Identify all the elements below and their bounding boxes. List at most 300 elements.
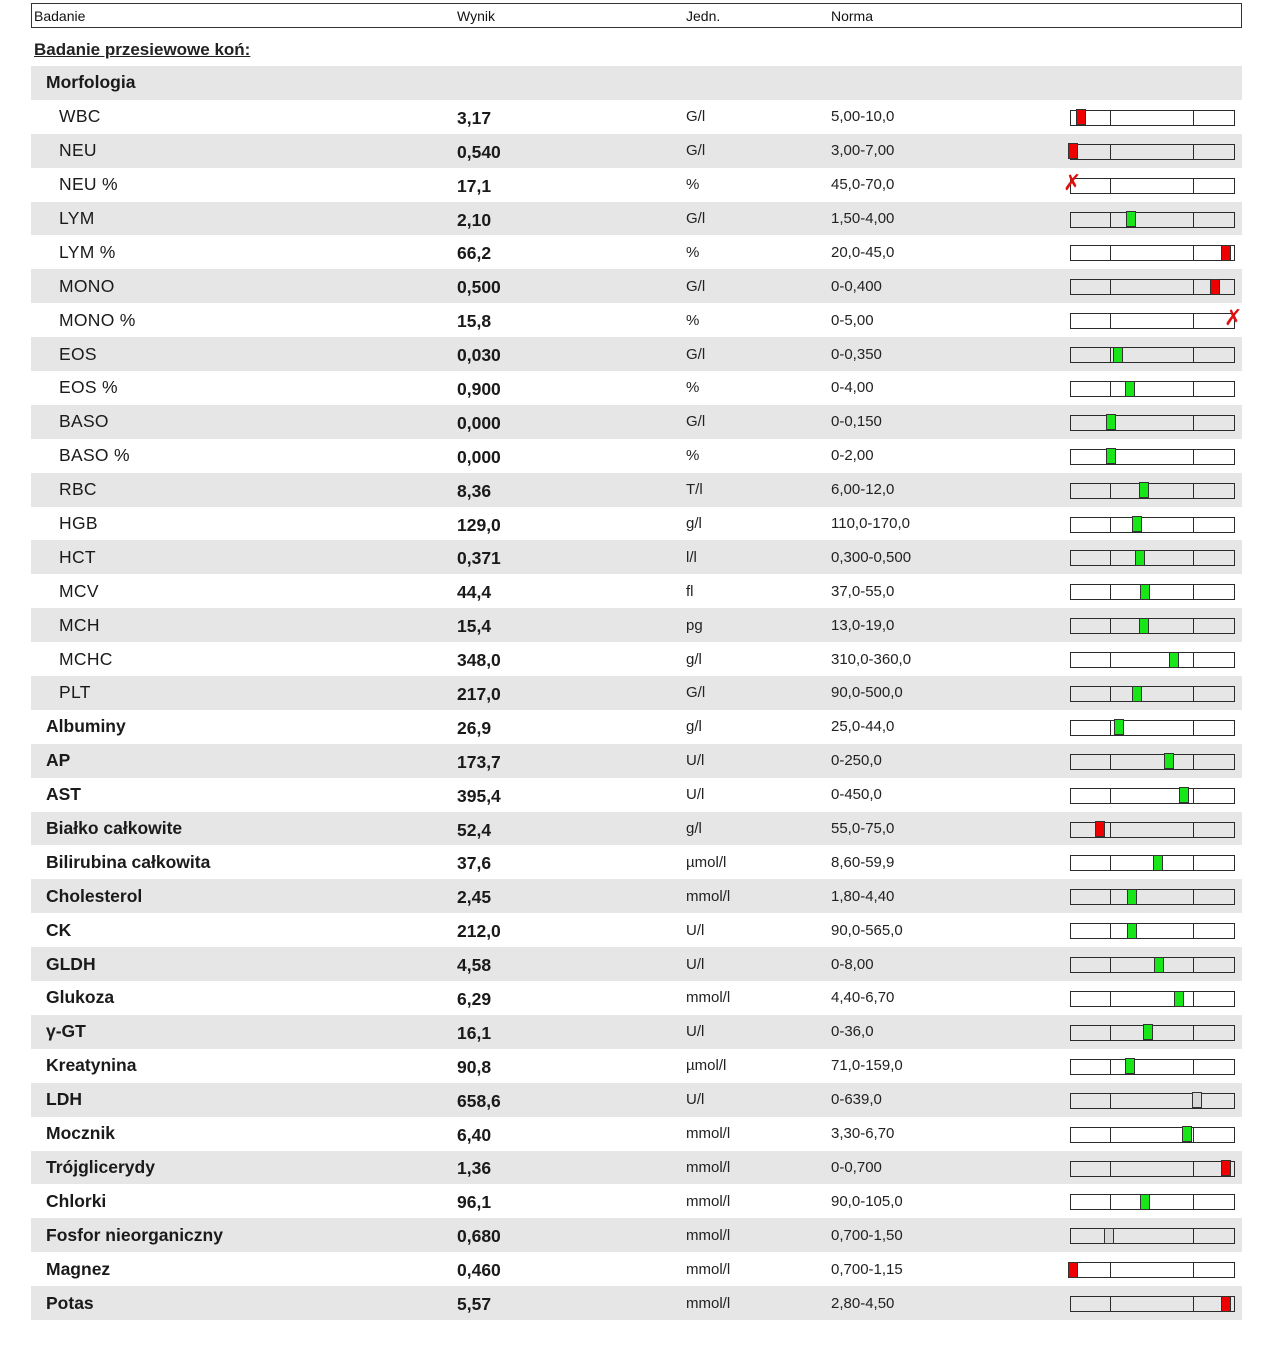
result-marker-green [1164, 753, 1174, 769]
result-marker-green [1127, 889, 1137, 905]
result-value: 16,1 [457, 1022, 492, 1043]
range-indicator-bar [1070, 1296, 1235, 1312]
range-high-tick [1193, 483, 1195, 499]
range-indicator-bar [1070, 923, 1235, 939]
norm-range: 71,0-159,0 [831, 1057, 903, 1075]
result-marker-green [1125, 1058, 1135, 1074]
range-high-tick [1193, 415, 1195, 431]
range-low-tick [1110, 652, 1112, 668]
section-title: Badanie przesiewowe koń: [34, 40, 251, 59]
result-value: 6,40 [457, 1124, 492, 1145]
test-name: MONO % [59, 309, 136, 330]
range-indicator-bar [1070, 754, 1235, 770]
unit: mmol/l [686, 1294, 731, 1312]
norm-range: 90,0-565,0 [831, 921, 903, 939]
range-indicator-bar [1070, 788, 1235, 804]
range-indicator-bar [1070, 279, 1235, 295]
result-marker-green [1125, 381, 1135, 397]
unit: µmol/l [686, 1057, 727, 1075]
result-value: 26,9 [457, 717, 492, 738]
norm-range: 0,300-0,500 [831, 548, 912, 566]
result-value: 15,8 [457, 311, 492, 332]
result-value: 0,500 [457, 277, 501, 298]
result-value: 90,8 [457, 1056, 492, 1077]
unit: g/l [686, 718, 702, 736]
range-low-tick [1110, 245, 1112, 261]
norm-range: 0-450,0 [831, 786, 882, 804]
unit: U/l [686, 752, 705, 770]
result-value: 37,6 [457, 853, 492, 874]
result-value: 1,36 [457, 1158, 492, 1179]
range-high-tick [1193, 686, 1195, 702]
range-indicator-bar [1070, 347, 1235, 363]
unit: mmol/l [686, 1192, 731, 1210]
range-indicator-bar [1070, 855, 1235, 871]
range-high-tick [1193, 212, 1195, 228]
test-name: WBC [59, 106, 101, 127]
test-name: MCH [59, 614, 100, 635]
norm-range: 110,0-170,0 [831, 515, 910, 533]
unit: T/l [686, 481, 703, 499]
norm-range: 0-0,150 [831, 413, 882, 431]
result-marker-green [1114, 719, 1124, 735]
norm-range: 6,00-12,0 [831, 481, 895, 499]
result-value: 395,4 [457, 785, 501, 806]
result-value: 0,680 [457, 1226, 501, 1247]
range-high-tick [1193, 550, 1195, 566]
range-low-tick [1110, 720, 1112, 736]
result-marker-green [1140, 1194, 1150, 1210]
test-name: Trójglicerydy [46, 1156, 155, 1177]
range-high-tick [1193, 889, 1195, 905]
range-low-tick [1110, 1127, 1112, 1143]
result-marker-green [1126, 211, 1136, 227]
table-row [31, 981, 1242, 1015]
unit: G/l [686, 210, 706, 227]
test-name: MCV [59, 580, 99, 601]
range-low-tick [1110, 483, 1112, 499]
range-indicator-bar [1070, 483, 1235, 499]
range-low-tick [1110, 822, 1112, 838]
range-indicator-bar [1070, 652, 1235, 668]
result-marker-green [1127, 923, 1137, 939]
norm-range: 13,0-19,0 [831, 616, 895, 634]
range-low-tick [1110, 754, 1112, 770]
table-row [31, 235, 1242, 269]
result-value: 0,371 [457, 548, 501, 569]
result-marker-green [1135, 550, 1145, 566]
unit: mmol/l [686, 1226, 731, 1244]
range-high-tick [1193, 313, 1195, 329]
range-high-tick [1193, 1059, 1195, 1075]
out-of-scale-low-icon: ✗ [1063, 170, 1082, 196]
result-value: 0,540 [457, 141, 501, 162]
result-value: 0,900 [457, 378, 501, 399]
test-name: Glukoza [46, 987, 115, 1008]
range-high-tick [1193, 923, 1195, 939]
range-low-tick [1110, 957, 1112, 973]
unit: mmol/l [686, 887, 731, 905]
norm-range: 0-4,00 [831, 379, 874, 397]
range-indicator-bar [1070, 957, 1235, 973]
result-marker-red [1076, 109, 1086, 125]
result-value: 44,4 [457, 582, 492, 603]
header-badanie: Badanie [34, 8, 86, 24]
result-value: 66,2 [457, 243, 492, 264]
table-row [31, 947, 1242, 981]
norm-range: 0-2,00 [831, 447, 874, 465]
table-row [31, 202, 1242, 236]
test-name: Kreatynina [46, 1055, 137, 1076]
table-row [31, 845, 1242, 879]
result-marker-green [1154, 957, 1164, 973]
result-value: 8,36 [457, 480, 492, 501]
result-value: 348,0 [457, 650, 501, 671]
unit: mmol/l [686, 1158, 731, 1176]
table-row [31, 710, 1242, 744]
norm-range: 0-8,00 [831, 955, 874, 973]
range-indicator-bar [1070, 306, 1243, 332]
test-name: Albuminy [46, 716, 126, 737]
result-value: 0,460 [457, 1260, 501, 1281]
unit: G/l [686, 142, 706, 160]
table-row [31, 1286, 1242, 1320]
range-indicator-bar [1070, 110, 1235, 126]
unit: U/l [686, 1023, 705, 1041]
unit: U/l [686, 955, 705, 973]
result-marker-green [1179, 787, 1189, 803]
result-marker-green [1106, 448, 1116, 464]
result-value: 2,10 [457, 209, 492, 230]
range-low-tick [1110, 618, 1112, 634]
norm-range: 0-0,700 [831, 1158, 882, 1176]
group-row [31, 66, 1242, 100]
norm-range: 0-0,350 [831, 345, 882, 363]
range-high-tick [1193, 652, 1195, 668]
range-indicator-bar [1070, 144, 1235, 160]
range-high-tick [1193, 720, 1195, 736]
range-high-tick [1193, 110, 1195, 126]
range-low-tick [1110, 347, 1112, 363]
range-indicator-bar [1070, 720, 1235, 736]
table-row [31, 608, 1242, 642]
unit: pg [686, 616, 703, 634]
test-name: Magnez [46, 1258, 111, 1279]
norm-range: 25,0-44,0 [831, 718, 895, 736]
result-value: 17,1 [457, 175, 492, 196]
range-indicator-bar [1070, 1228, 1235, 1244]
result-marker-green [1132, 516, 1142, 532]
range-low-tick [1110, 279, 1112, 295]
norm-range: 0-5,00 [831, 311, 874, 329]
group-name: Morfologia [46, 72, 136, 93]
result-marker-green [1139, 482, 1149, 498]
range-high-tick [1193, 279, 1195, 295]
table-row [31, 303, 1242, 337]
range-high-tick [1193, 1262, 1195, 1278]
range-low-tick [1110, 517, 1112, 533]
header-norma: Norma [831, 8, 874, 24]
range-high-tick [1193, 1296, 1195, 1312]
table-row [31, 371, 1242, 405]
range-high-tick [1193, 517, 1195, 533]
table-row [31, 1117, 1242, 1151]
range-high-tick [1193, 449, 1195, 465]
range-low-tick [1110, 889, 1112, 905]
test-name: Potas [46, 1292, 94, 1313]
range-high-tick [1193, 178, 1195, 194]
table-row [31, 812, 1242, 846]
range-indicator-bar [1070, 550, 1235, 566]
unit: µmol/l [686, 853, 727, 871]
test-name: EOS [59, 343, 97, 364]
table-row [31, 676, 1242, 710]
unit: % [686, 311, 700, 329]
result-value: 4,58 [457, 955, 492, 976]
norm-range: 5,00-10,0 [831, 108, 895, 126]
result-marker-green [1182, 1126, 1192, 1142]
range-indicator-bar [1070, 517, 1235, 533]
unit: % [686, 243, 700, 261]
table-row [31, 913, 1242, 947]
result-marker-green [1143, 1024, 1153, 1040]
range-low-tick [1110, 923, 1112, 939]
range-indicator-bar [1070, 1093, 1235, 1109]
test-name: Chlorki [46, 1190, 107, 1211]
range-high-tick [1193, 347, 1195, 363]
result-marker-grey [1192, 1092, 1202, 1108]
test-name: NEU % [59, 174, 118, 195]
range-high-tick [1193, 618, 1195, 634]
test-name: LYM % [59, 241, 116, 262]
result-value: 52,4 [457, 819, 492, 840]
result-marker-red [1210, 279, 1220, 295]
unit: mmol/l [686, 1125, 731, 1143]
range-high-tick [1193, 245, 1195, 261]
unit: g/l [686, 515, 702, 533]
result-marker-green [1106, 414, 1116, 430]
test-name: AP [46, 750, 71, 771]
test-name: HCT [59, 546, 96, 567]
test-name: EOS % [59, 377, 118, 398]
test-name: BASO % [59, 445, 130, 466]
test-name: γ-GT [46, 1021, 86, 1042]
range-indicator-bar [1070, 449, 1235, 465]
range-low-tick [1110, 178, 1112, 194]
test-name: MCHC [59, 648, 113, 669]
table-row [31, 642, 1242, 676]
result-marker-red [1068, 1262, 1078, 1278]
norm-range: 0,700-1,15 [831, 1260, 903, 1278]
table-row [31, 540, 1242, 574]
unit: G/l [686, 413, 706, 431]
norm-range: 0-36,0 [831, 1023, 874, 1041]
result-value: 6,29 [457, 988, 492, 1009]
table-row [31, 879, 1242, 913]
range-low-tick [1110, 550, 1112, 566]
table-row [31, 405, 1242, 439]
unit: U/l [686, 921, 705, 939]
test-name: LDH [46, 1089, 82, 1110]
table-row [31, 337, 1242, 371]
result-value: 658,6 [457, 1090, 501, 1111]
range-indicator-bar [1070, 1025, 1235, 1041]
test-name: PLT [59, 682, 91, 703]
unit: fl [686, 582, 694, 600]
result-value: 217,0 [457, 683, 501, 704]
out-of-scale-high-icon: ✗ [1224, 306, 1243, 332]
range-high-tick [1193, 822, 1195, 838]
table-row [31, 507, 1242, 541]
test-name: MONO [59, 275, 115, 296]
norm-range: 1,80-4,40 [831, 887, 895, 905]
test-name: CK [46, 919, 72, 940]
range-indicator-bar [1070, 1127, 1235, 1143]
norm-range: 0-639,0 [831, 1091, 882, 1109]
result-marker-green [1153, 855, 1163, 871]
range-low-tick [1110, 110, 1112, 126]
results-table [31, 66, 1242, 1320]
norm-range: 2,80-4,50 [831, 1294, 895, 1312]
norm-range: 0-250,0 [831, 752, 882, 770]
range-low-tick [1110, 1296, 1112, 1312]
norm-range: 310,0-360,0 [831, 650, 912, 668]
norm-range: 20,0-45,0 [831, 243, 895, 261]
unit: G/l [686, 108, 706, 126]
test-name: Fosfor nieorganiczny [46, 1224, 223, 1245]
range-indicator-bar [1070, 381, 1235, 397]
table-row [31, 1184, 1242, 1218]
result-value: 212,0 [457, 921, 501, 942]
range-low-tick [1110, 144, 1112, 160]
result-marker-red [1095, 821, 1105, 837]
table-row [31, 1083, 1242, 1117]
unit: g/l [686, 820, 702, 838]
result-value: 0,000 [457, 412, 501, 433]
test-name: NEU [59, 140, 97, 161]
range-indicator-bar [1063, 170, 1235, 196]
table-row [31, 168, 1242, 202]
range-high-tick [1193, 1161, 1195, 1177]
table-row [31, 1151, 1242, 1185]
unit: l/l [686, 548, 697, 566]
table-row [31, 269, 1242, 303]
range-low-tick [1110, 1093, 1112, 1109]
test-name: Bilirubina całkowita [46, 851, 211, 872]
result-value: 96,1 [457, 1192, 492, 1213]
range-high-tick [1193, 754, 1195, 770]
range-high-tick [1193, 788, 1195, 804]
unit: g/l [686, 650, 702, 668]
unit: mmol/l [686, 989, 731, 1007]
norm-range: 90,0-500,0 [831, 684, 903, 702]
range-low-tick [1110, 1262, 1112, 1278]
result-value: 173,7 [457, 751, 501, 772]
test-name: HGB [59, 513, 98, 534]
table-row [31, 1252, 1242, 1286]
result-marker-grey [1104, 1228, 1114, 1244]
range-low-tick [1110, 381, 1112, 397]
unit: % [686, 176, 700, 194]
result-value: 3,17 [457, 107, 492, 128]
result-value: 129,0 [457, 514, 501, 535]
range-indicator-bar [1070, 686, 1235, 702]
range-low-tick [1110, 313, 1112, 329]
unit: U/l [686, 786, 705, 804]
result-marker-red [1221, 1160, 1231, 1176]
result-value: 0,030 [457, 345, 501, 366]
norm-range: 3,00-7,00 [831, 142, 895, 160]
table-row [31, 439, 1242, 473]
range-indicator-bar [1070, 991, 1235, 1007]
table-row [31, 134, 1242, 168]
table-row [31, 1218, 1242, 1252]
norm-range: 0,700-1,50 [831, 1226, 903, 1244]
range-high-tick [1193, 381, 1195, 397]
table-row [31, 574, 1242, 608]
range-high-tick [1193, 144, 1195, 160]
range-indicator-bar [1070, 1059, 1235, 1075]
unit: % [686, 379, 700, 397]
range-high-tick [1193, 855, 1195, 871]
range-high-tick [1193, 1127, 1195, 1143]
result-marker-green [1132, 686, 1142, 702]
range-indicator-bar [1070, 212, 1235, 228]
result-value: 5,57 [457, 1294, 492, 1314]
table-row [31, 778, 1242, 812]
range-high-tick [1193, 957, 1195, 973]
unit: mmol/l [686, 1260, 731, 1278]
header-jedn: Jedn. [686, 8, 721, 24]
test-name: GLDH [46, 953, 96, 974]
range-low-tick [1110, 1194, 1112, 1210]
range-indicator-bar [1070, 1161, 1235, 1177]
range-indicator-bar [1070, 584, 1235, 600]
unit: G/l [686, 684, 706, 702]
table-row [31, 744, 1242, 778]
range-low-tick [1110, 1161, 1112, 1177]
range-low-tick [1110, 788, 1112, 804]
result-marker-red [1068, 143, 1078, 159]
result-value: 0,000 [457, 446, 501, 467]
range-low-tick [1110, 1025, 1112, 1041]
range-high-tick [1193, 1025, 1195, 1041]
range-high-tick [1193, 584, 1195, 600]
norm-range: 3,30-6,70 [831, 1125, 895, 1143]
result-marker-green [1139, 618, 1149, 634]
range-indicator-bar [1070, 618, 1235, 634]
range-high-tick [1193, 1194, 1195, 1210]
table-row [31, 1049, 1242, 1083]
unit: G/l [686, 277, 706, 295]
range-indicator-bar [1070, 245, 1235, 261]
range-high-tick [1193, 1228, 1195, 1244]
test-name: Białko całkowite [46, 818, 183, 839]
range-indicator-bar [1070, 822, 1235, 838]
range-indicator-bar [1070, 1262, 1235, 1278]
range-indicator-bar [1070, 889, 1235, 905]
result-marker-green [1140, 584, 1150, 600]
range-low-tick [1110, 686, 1112, 702]
test-name: Mocznik [46, 1123, 116, 1144]
table-row [31, 473, 1242, 507]
test-name: Cholesterol [46, 885, 143, 906]
range-low-tick [1110, 855, 1112, 871]
test-name: RBC [59, 479, 97, 500]
result-marker-red [1221, 245, 1231, 261]
norm-range: 37,0-55,0 [831, 582, 895, 600]
range-low-tick [1110, 212, 1112, 228]
